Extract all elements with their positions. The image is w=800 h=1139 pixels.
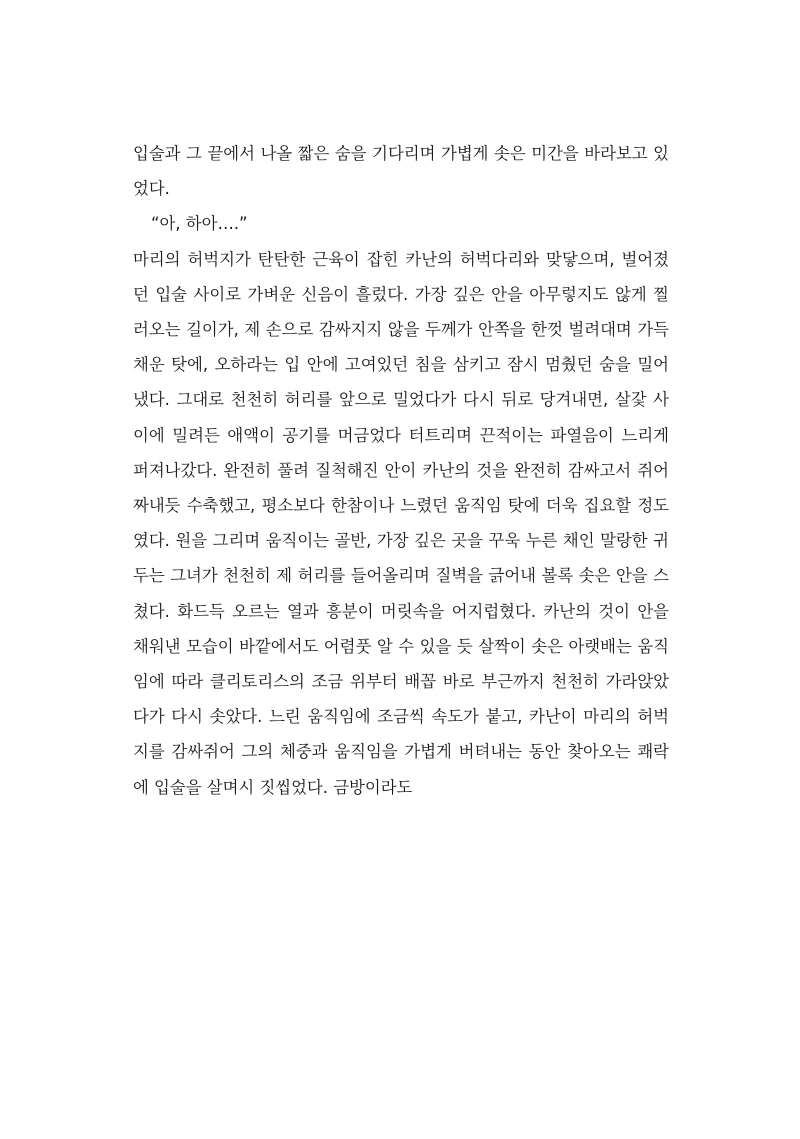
paragraph-2-dialogue: “아, 하아….” xyxy=(151,214,248,234)
paragraph-3: 마리의 허벅지가 탄탄한 근육이 잡힌 카난의 허벅다리와 맞닿으며, 벌어졌던 입술 사이로 가벼운 신음이 흘렀다. 가장 깊은 안을 아무렇지도 않게 찔러오는 길이가, 제 손으로 감싸지지 않을 두께가 안쪽을 한껏 벌려대며 가득 채운 탓에, 오하라는 입 안에 고여있던 침을 삼키고 잠시 멈췄던 숨을 밀어냈다. 그대로 천천히 허리를 앞으로 밀었다가 다시 뒤로 당겨내면, 살갗 사이에 밀려든 애액이 공기를 머금었다 터트리며 끈적이는 파열음이 느리게 퍼져나갔다. 완전히 풀려 질척해진 안이 카난의 것을 완전히 감싸고서 쥐어짜내듯 수축했고, 평소보다 한참이나 느렸던 움직임 탓에 더욱 집요할 정도였다. 원을 그리며 움직이는 골반, 가장 깊은 곳을 꾸욱 누른 채인 말랑한 귀두는 그녀가 천천히 제 허리를 들어올리며 질벽을 긁어내 볼록 솟은 안을 스쳤다. 화드득 오르는 열과 흥분이 머릿속을 어지럽혔다. 카난의 것이 안을 채워낸 모습이 바깥에서도 어렴풋 알 수 있을 듯 살짝이 솟은 아랫배는 움직임에 따라 클리토리스의 조금 위부터 배꼽 바로 부근까지 천천히 가라앉았다가 다시 솟았다. 느린 움직임에 조금씩 속도가 붙고, 카난이 마리의 허벅지를 감싸쥐어 그의 체중과 움직임을 가볍게 버텨내는 동안 찾아오는 쾌락에 입술을 살며시 짓씹었다. 금방이라도 xyxy=(133,249,669,797)
paragraph-1: 입술과 그 끝에서 나올 짧은 숨을 기다리며 가볍게 솟은 미간을 바라보고 있었다. xyxy=(133,144,669,199)
body-text-block xyxy=(133,136,669,805)
